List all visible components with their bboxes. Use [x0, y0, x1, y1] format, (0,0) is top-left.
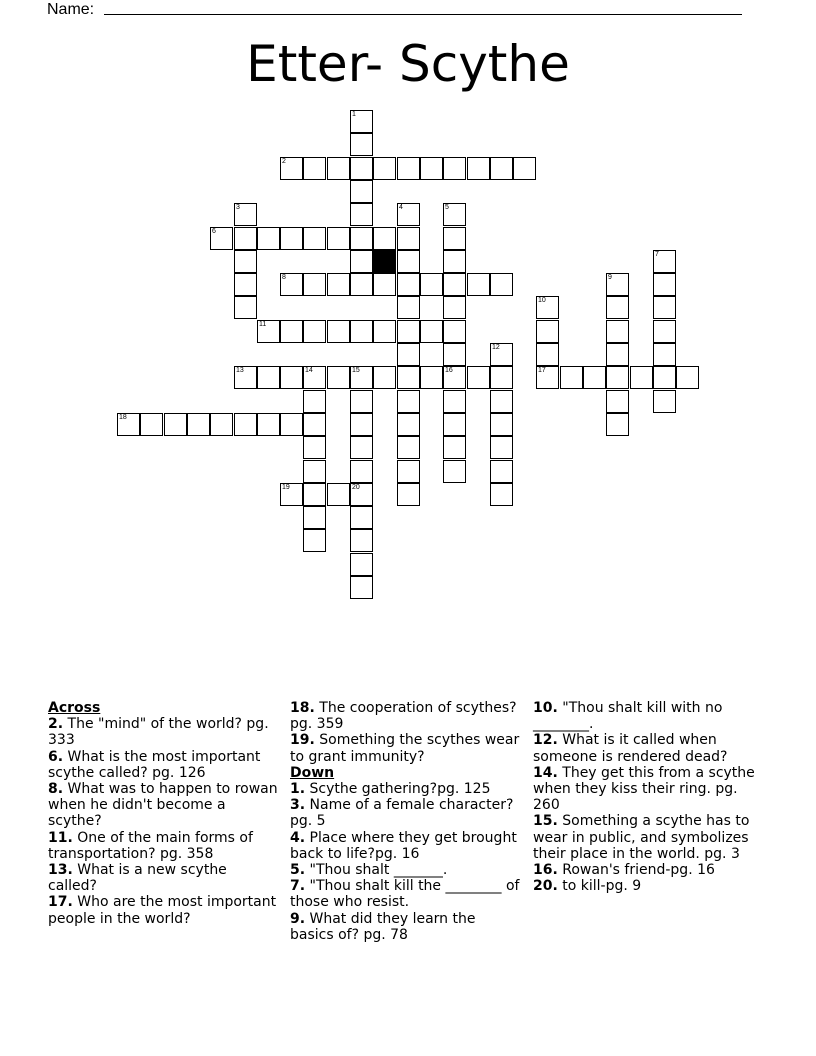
grid-cell[interactable] — [350, 250, 373, 273]
grid-cell[interactable] — [467, 273, 490, 296]
grid-cell[interactable] — [303, 529, 326, 552]
grid-cell[interactable] — [327, 320, 350, 343]
clue-number: 9. — [290, 910, 306, 927]
grid-cell[interactable] — [234, 203, 257, 226]
cell-number: 3 — [236, 204, 240, 211]
clue-number: 14. — [533, 764, 558, 781]
clue-number: 2. — [48, 716, 64, 733]
grid-cell[interactable] — [210, 413, 233, 436]
grid-cell[interactable] — [420, 157, 443, 180]
clue-text: to kill-pg. 9 — [557, 878, 642, 895]
grid-cell[interactable] — [443, 366, 466, 389]
grid-cell[interactable] — [303, 460, 326, 483]
clue-item — [290, 862, 522, 878]
grid-cell[interactable] — [303, 483, 326, 506]
clue-item — [290, 732, 522, 764]
grid-cell[interactable] — [303, 366, 326, 389]
grid-cell[interactable] — [350, 273, 373, 296]
clue-number: 12. — [533, 732, 558, 749]
cell-number: 9 — [608, 274, 612, 281]
grid-cell[interactable] — [443, 390, 466, 413]
clue-heading: Down — [290, 764, 335, 781]
grid-cell[interactable] — [606, 413, 629, 436]
grid-cell[interactable] — [653, 366, 676, 389]
grid-cell[interactable] — [443, 157, 466, 180]
clue-text: They get this from a scythe when they kiss their ring. pg. 260 — [533, 764, 755, 814]
grid-cell[interactable] — [397, 227, 420, 250]
grid-cell[interactable] — [490, 413, 513, 436]
grid-cell[interactable] — [490, 157, 513, 180]
grid-cell[interactable] — [397, 157, 420, 180]
cell-number: 8 — [282, 274, 286, 281]
grid-cell[interactable] — [490, 390, 513, 413]
cell-number: 14 — [305, 367, 313, 374]
grid-cell[interactable] — [303, 436, 326, 459]
clue-number: 17. — [48, 894, 73, 911]
clue-number: 20. — [533, 878, 558, 895]
grid-cell[interactable] — [280, 320, 303, 343]
grid-cell[interactable] — [490, 343, 513, 366]
grid-cell[interactable] — [397, 250, 420, 273]
grid-cell[interactable] — [420, 273, 443, 296]
clue-item — [290, 878, 522, 910]
grid-cell[interactable] — [653, 273, 676, 296]
clue-text: "Thou shalt kill with no ________. — [533, 700, 723, 733]
clue-item — [290, 911, 522, 943]
grid-cell[interactable] — [373, 366, 396, 389]
clue-text: What did they learn the basics of? pg. 78 — [290, 910, 476, 943]
grid-cell[interactable] — [350, 227, 373, 250]
grid-cell[interactable] — [606, 343, 629, 366]
clue-number: 13. — [48, 862, 73, 879]
cell-number: 16 — [445, 367, 453, 374]
grid-cell[interactable] — [653, 320, 676, 343]
clue-item — [290, 830, 522, 862]
grid-cell[interactable] — [117, 413, 140, 436]
grid-cell[interactable] — [397, 436, 420, 459]
cell-number: 4 — [399, 204, 403, 211]
cell-number: 11 — [259, 321, 267, 328]
grid-cell[interactable] — [630, 366, 653, 389]
grid-cell[interactable] — [210, 227, 233, 250]
grid-cell[interactable] — [257, 320, 280, 343]
clue-number: 3. — [290, 797, 306, 814]
clue-text: Who are the most important people in the world? — [48, 894, 277, 927]
clue-number: 1. — [290, 781, 306, 798]
clue-item — [290, 781, 522, 797]
clue-text: The cooperation of scythes? pg. 359 — [290, 700, 517, 733]
clue-item — [533, 700, 765, 732]
grid-cell[interactable] — [280, 483, 303, 506]
grid-cell[interactable] — [327, 483, 350, 506]
clue-heading: Across — [48, 700, 101, 716]
cell-number: 7 — [655, 251, 659, 258]
grid-cell[interactable] — [350, 390, 373, 413]
clue-text: Name of a female character?pg. 5 — [290, 797, 514, 830]
clue-number: 4. — [290, 829, 306, 846]
grid-cell[interactable] — [350, 366, 373, 389]
grid-cell[interactable] — [350, 553, 373, 576]
grid-cell[interactable] — [583, 366, 606, 389]
cell-number: 5 — [445, 204, 449, 211]
grid-cell[interactable] — [536, 343, 559, 366]
grid-cell[interactable] — [560, 366, 583, 389]
grid-cell[interactable] — [397, 296, 420, 319]
clue-number: 8. — [48, 781, 64, 798]
clue-number: 15. — [533, 813, 558, 830]
grid-cell[interactable] — [443, 273, 466, 296]
grid-cell[interactable] — [373, 227, 396, 250]
clue-text: Something a scythe has to wear in public, and symbolizes their place in the world. pg. 3 — [533, 813, 750, 862]
grid-cell[interactable] — [327, 227, 350, 250]
clue-text: Place where they get brought back to life?pg. 16 — [290, 829, 517, 862]
grid-cell[interactable] — [303, 273, 326, 296]
grid-cell[interactable] — [303, 506, 326, 529]
grid-cell[interactable] — [490, 483, 513, 506]
grid-cell[interactable] — [280, 273, 303, 296]
grid-cell[interactable] — [327, 366, 350, 389]
grid-cell[interactable] — [350, 506, 373, 529]
grid-cell[interactable] — [420, 366, 443, 389]
grid-cell[interactable] — [536, 296, 559, 319]
clue-item — [290, 700, 522, 732]
clue-text: One of the main forms of transportation? pg. 358 — [48, 829, 253, 862]
grid-cell[interactable] — [467, 366, 490, 389]
grid-cell[interactable] — [234, 250, 257, 273]
page-title: Etter- Scythe — [246, 35, 570, 93]
cell-number: 15 — [352, 367, 360, 374]
clue-item — [533, 732, 765, 764]
clue-item — [533, 862, 765, 878]
grid-cell[interactable] — [350, 413, 373, 436]
grid-cell[interactable] — [653, 250, 676, 273]
grid-cell[interactable] — [327, 273, 350, 296]
grid-cell[interactable] — [536, 320, 559, 343]
cell-number: 10 — [538, 297, 546, 304]
clue-number: 7. — [290, 878, 306, 895]
clue-number: 10. — [533, 700, 558, 716]
clue-text: Rowan's friend-pg. 16 — [557, 862, 715, 879]
grid-cell[interactable] — [350, 157, 373, 180]
grid-cell[interactable] — [443, 460, 466, 483]
clue-item — [48, 716, 280, 748]
grid-cell[interactable] — [257, 227, 280, 250]
clue-item — [48, 830, 280, 862]
grid-cell[interactable] — [397, 273, 420, 296]
clue-number: 11. — [48, 829, 73, 846]
grid-cell[interactable] — [373, 273, 396, 296]
grid-cell[interactable] — [397, 320, 420, 343]
clue-item — [290, 797, 522, 829]
grid-cell[interactable] — [397, 460, 420, 483]
clue-item — [533, 813, 765, 862]
grid-cell[interactable] — [397, 413, 420, 436]
grid-cell[interactable] — [280, 366, 303, 389]
grid-cell[interactable] — [443, 343, 466, 366]
clue-number: 16. — [533, 862, 558, 879]
grid-cell[interactable] — [234, 413, 257, 436]
clue-number: 19. — [290, 732, 315, 749]
grid-cell[interactable] — [350, 460, 373, 483]
grid-cell[interactable] — [257, 413, 280, 436]
clue-item — [48, 749, 280, 781]
grid-cell[interactable] — [350, 133, 373, 156]
clue-text: "Thou shalt _______. — [305, 862, 448, 879]
grid-cell[interactable] — [350, 203, 373, 226]
cell-number: 17 — [538, 367, 546, 374]
clue-text: What is a new scythe called? — [48, 862, 227, 895]
grid-cell[interactable] — [397, 483, 420, 506]
clue-item — [48, 862, 280, 894]
grid-cell[interactable] — [490, 460, 513, 483]
clue-text: "Thou shalt kill the ________ of those who resist. — [290, 878, 520, 911]
grid-cell[interactable] — [280, 413, 303, 436]
clue-number: 5. — [290, 862, 306, 879]
grid-cell[interactable] — [443, 227, 466, 250]
grid-cell[interactable] — [606, 273, 629, 296]
grid-cell[interactable] — [397, 343, 420, 366]
clue-text: What was to happen to rowan when he didn't become a scythe? — [48, 781, 278, 830]
grid-cell[interactable] — [280, 227, 303, 250]
grid-cell[interactable] — [443, 296, 466, 319]
cell-number: 13 — [236, 367, 244, 374]
grid-cell[interactable] — [467, 157, 490, 180]
grid-cell[interactable] — [373, 320, 396, 343]
grid-cell[interactable] — [303, 413, 326, 436]
cell-number: 2 — [282, 158, 286, 165]
grid-cell[interactable] — [303, 320, 326, 343]
cell-number: 6 — [212, 228, 216, 235]
grid-cell[interactable] — [350, 180, 373, 203]
grid-cell[interactable] — [536, 366, 559, 389]
grid-cell[interactable] — [303, 390, 326, 413]
grid-cell[interactable] — [350, 110, 373, 133]
grid-cell[interactable] — [490, 273, 513, 296]
grid-cell[interactable] — [443, 320, 466, 343]
clues-column-2 — [290, 700, 522, 943]
grid-cell[interactable] — [397, 366, 420, 389]
grid-cell[interactable] — [350, 529, 373, 552]
grid-cell[interactable] — [234, 273, 257, 296]
grid-cell[interactable] — [443, 436, 466, 459]
grid-cell[interactable] — [303, 157, 326, 180]
grid-cell[interactable] — [443, 413, 466, 436]
clue-text: What is it called when someone is rendered dead? — [533, 732, 728, 765]
grid-cell[interactable] — [373, 157, 396, 180]
grid-cell[interactable] — [513, 157, 536, 180]
grid-cell[interactable] — [606, 320, 629, 343]
grid-cell[interactable] — [234, 227, 257, 250]
grid-cell[interactable] — [490, 366, 513, 389]
grid-cell[interactable] — [350, 483, 373, 506]
clue-item — [48, 894, 280, 926]
name-label: Name: — [47, 1, 95, 18]
grid-cell[interactable] — [257, 366, 280, 389]
cell-number: 19 — [282, 484, 290, 491]
grid-cell[interactable] — [606, 296, 629, 319]
grid-cell[interactable] — [653, 343, 676, 366]
clue-number: 18. — [290, 700, 315, 716]
clue-text: Something the scythes wear to grant immunity? — [290, 732, 520, 765]
clue-item — [48, 781, 280, 830]
grid-cell[interactable] — [350, 320, 373, 343]
grid-cell[interactable] — [397, 390, 420, 413]
grid-cell[interactable] — [676, 366, 699, 389]
grid-cell[interactable] — [303, 227, 326, 250]
grid-cell[interactable] — [234, 296, 257, 319]
clue-item — [533, 878, 765, 894]
grid-cell[interactable] — [653, 390, 676, 413]
grid-cell[interactable] — [350, 576, 373, 599]
clue-number: 6. — [48, 748, 64, 765]
cell-number: 12 — [492, 344, 500, 351]
clue-text: The "mind" of the world? pg. 333 — [48, 716, 269, 749]
grid-block — [373, 250, 396, 273]
cell-number: 20 — [352, 484, 360, 491]
grid-cell[interactable] — [327, 157, 350, 180]
clue-item — [533, 765, 765, 814]
grid-cell[interactable] — [187, 413, 210, 436]
grid-cell[interactable] — [420, 320, 443, 343]
clue-text: What is the most important scythe called? pg. 126 — [48, 748, 261, 781]
grid-cell[interactable] — [606, 390, 629, 413]
grid-cell[interactable] — [653, 296, 676, 319]
clues-column-1 — [48, 700, 280, 927]
clues-column-3 — [533, 700, 765, 894]
grid-cell[interactable] — [280, 157, 303, 180]
grid-cell[interactable] — [397, 203, 420, 226]
grid-cell[interactable] — [234, 366, 257, 389]
grid-cell[interactable] — [164, 413, 187, 436]
grid-cell[interactable] — [443, 250, 466, 273]
grid-cell[interactable] — [606, 366, 629, 389]
clue-text: Scythe gathering?pg. 125 — [305, 781, 491, 798]
grid-cell[interactable] — [490, 436, 513, 459]
grid-cell[interactable] — [350, 436, 373, 459]
cell-number: 1 — [352, 111, 356, 118]
grid-cell[interactable] — [443, 203, 466, 226]
grid-cell[interactable] — [140, 413, 163, 436]
cell-number: 18 — [119, 414, 127, 421]
